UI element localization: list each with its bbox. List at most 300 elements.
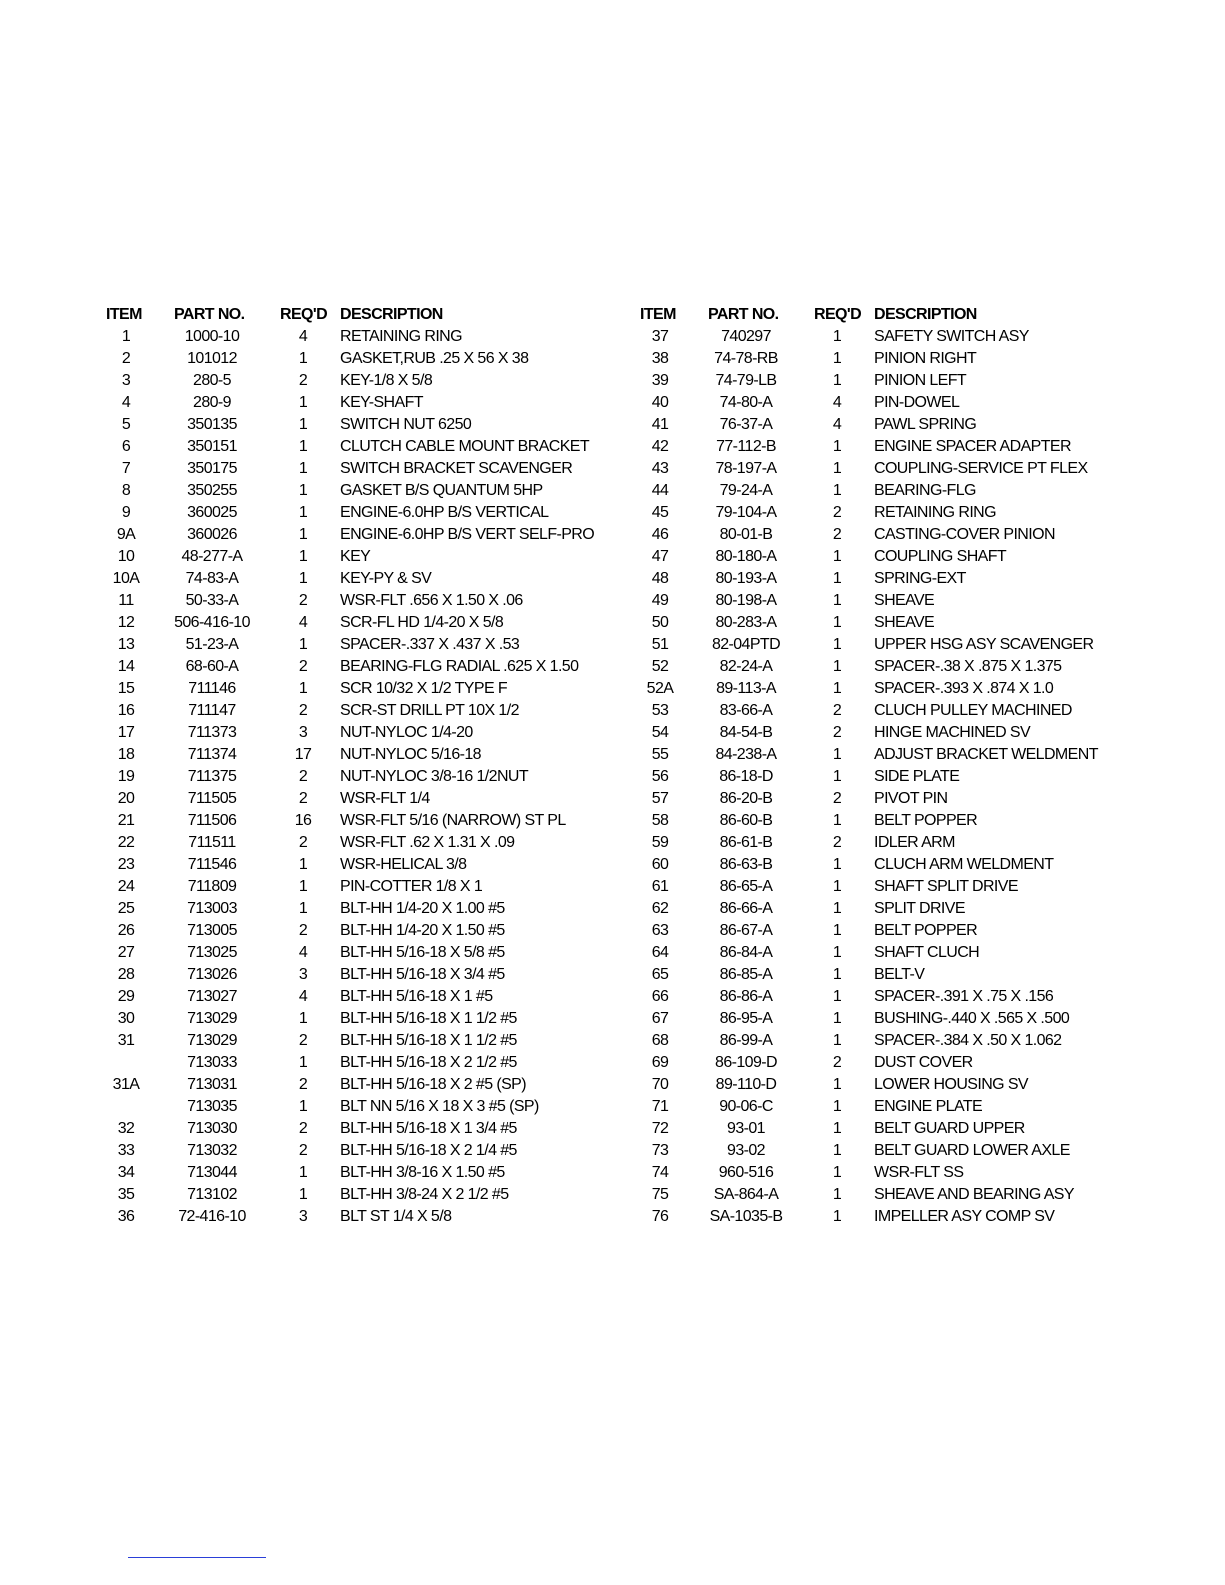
item-cell: 59 (651, 834, 669, 851)
reqd-cell: 2 (832, 526, 842, 543)
header-description: DESCRIPTION (340, 306, 443, 323)
description-cell: KEY-SHAFT (340, 394, 423, 411)
header-reqd: REQ'D (280, 306, 328, 323)
item-cell: 42 (651, 438, 669, 455)
part-no-cell: SA-864-A (713, 1186, 779, 1203)
description-cell: KEY-PY & SV (340, 570, 432, 587)
description-cell: BLT-HH 5/16-18 X 3/4 #5 (340, 966, 505, 983)
item-cell: 11 (118, 592, 134, 609)
reqd-cell: 1 (832, 680, 842, 697)
item-cell: 17 (117, 724, 135, 741)
reqd-cell: 1 (832, 1208, 842, 1225)
description-cell: NUT-NYLOC 5/16-18 (340, 746, 481, 763)
part-no-cell: 713027 (187, 988, 237, 1005)
part-no-cell: 74-79-LB (715, 372, 777, 389)
part-no-cell: 86-65-A (719, 878, 773, 895)
part-no-cell: 86-109-D (715, 1054, 777, 1071)
part-no-cell: 713044 (187, 1164, 237, 1181)
item-cell: 48 (651, 570, 669, 587)
description-cell: SIDE PLATE (874, 768, 960, 785)
item-cell: 37 (651, 328, 669, 345)
part-no-cell: 350255 (187, 482, 237, 499)
part-no-cell: 86-61-B (719, 834, 773, 851)
reqd-cell: 1 (298, 1098, 308, 1115)
footer-rule (128, 1557, 266, 1558)
description-cell: BLT-HH 1/4-20 X 1.50 #5 (340, 922, 505, 939)
item-cell: 40 (651, 394, 669, 411)
part-no-cell: 360026 (187, 526, 237, 543)
part-no-cell: 350175 (187, 460, 237, 477)
item-cell: 47 (651, 548, 669, 565)
description-cell: BELT GUARD LOWER AXLE (874, 1142, 1070, 1159)
item-cell: 26 (117, 922, 135, 939)
item-cell: 36 (117, 1208, 135, 1225)
reqd-cell: 1 (832, 966, 842, 983)
reqd-cell: 1 (832, 328, 842, 345)
description-cell: ENGINE SPACER ADAPTER (874, 438, 1071, 455)
item-cell: 28 (117, 966, 135, 983)
reqd-cell: 1 (832, 1032, 842, 1049)
item-cell: 5 (121, 416, 131, 433)
description-cell: ADJUST BRACKET WELDMENT (874, 746, 1098, 763)
part-no-cell: 713005 (187, 922, 237, 939)
item-cell: 18 (117, 746, 135, 763)
item-cell: 44 (651, 482, 669, 499)
description-cell: SWITCH NUT 6250 (340, 416, 472, 433)
reqd-cell: 4 (298, 988, 308, 1005)
item-cell: 12 (117, 614, 135, 631)
part-no-cell: 713035 (187, 1098, 237, 1115)
description-cell: CLUCH ARM WELDMENT (874, 856, 1054, 873)
description-cell: CLUCH PULLEY MACHINED (874, 702, 1072, 719)
description-cell: SCR-ST DRILL PT 10X 1/2 (340, 702, 519, 719)
item-cell: 66 (651, 988, 669, 1005)
description-cell: BLT-HH 5/16-18 X 1 1/2 #5 (340, 1010, 517, 1027)
description-cell: UPPER HSG ASY SCAVENGER (874, 636, 1094, 653)
item-cell: 31A (112, 1076, 140, 1093)
description-cell: SPRING-EXT (874, 570, 966, 587)
reqd-cell: 1 (298, 548, 308, 565)
description-cell: SAFETY SWITCH ASY (874, 328, 1029, 345)
reqd-cell: 2 (298, 372, 308, 389)
part-no-cell: 506-416-10 (174, 614, 250, 631)
description-cell: GASKET B/S QUANTUM 5HP (340, 482, 543, 499)
description-cell: SHEAVE (874, 614, 935, 631)
item-cell: 22 (117, 834, 135, 851)
reqd-cell: 1 (298, 438, 308, 455)
item-cell: 39 (651, 372, 669, 389)
reqd-cell: 1 (298, 680, 308, 697)
item-cell: 56 (651, 768, 669, 785)
part-no-cell: 79-104-A (715, 504, 777, 521)
part-no-cell: 80-180-A (715, 548, 777, 565)
item-cell: 65 (651, 966, 669, 983)
item-cell: 58 (651, 812, 669, 829)
description-cell: IMPELLER ASY COMP SV (874, 1208, 1055, 1225)
item-cell: 29 (117, 988, 135, 1005)
item-cell: 75 (651, 1186, 669, 1203)
description-cell: SPACER-.38 X .875 X 1.375 (874, 658, 1062, 675)
item-cell: 63 (651, 922, 669, 939)
part-no-cell: 86-84-A (719, 944, 773, 961)
item-cell: 68 (651, 1032, 669, 1049)
reqd-cell: 1 (832, 988, 842, 1005)
part-no-cell: 711546 (187, 856, 237, 873)
description-cell: KEY-1/8 X 5/8 (340, 372, 433, 389)
description-cell: BELT GUARD UPPER (874, 1120, 1025, 1137)
reqd-cell: 1 (832, 548, 842, 565)
item-cell: 8 (121, 482, 131, 499)
reqd-cell: 1 (832, 636, 842, 653)
item-cell: 25 (117, 900, 135, 917)
item-cell: 62 (651, 900, 669, 917)
description-cell: BLT-HH 5/16-18 X 1 3/4 #5 (340, 1120, 517, 1137)
reqd-cell: 1 (832, 944, 842, 961)
header-part-no: PART NO. (174, 306, 245, 323)
description-cell: ENGINE-6.0HP B/S VERT SELF-PRO (340, 526, 595, 543)
reqd-cell: 1 (832, 1186, 842, 1203)
part-no-cell: 711374 (187, 746, 237, 763)
description-cell: BLT-HH 3/8-24 X 2 1/2 #5 (340, 1186, 509, 1203)
item-cell: 53 (651, 702, 669, 719)
description-cell: CASTING-COVER PINION (874, 526, 1055, 543)
description-cell: BLT NN 5/16 X 18 X 3 #5 (SP) (340, 1098, 539, 1115)
item-cell: 60 (651, 856, 669, 873)
reqd-cell: 2 (832, 724, 842, 741)
reqd-cell: 2 (298, 790, 308, 807)
reqd-cell: 1 (832, 438, 842, 455)
reqd-cell: 2 (298, 1076, 308, 1093)
part-no-cell: 86-99-A (719, 1032, 773, 1049)
reqd-cell: 2 (298, 1120, 308, 1137)
item-cell: 2 (121, 350, 131, 367)
item-cell: 6 (121, 438, 131, 455)
item-cell: 50 (651, 614, 669, 631)
description-cell: SCR-FL HD 1/4-20 X 5/8 (340, 614, 504, 631)
item-cell: 3 (121, 372, 131, 389)
description-cell: NUT-NYLOC 3/8-16 1/2NUT (340, 768, 529, 785)
description-cell: SPACER-.384 X .50 X 1.062 (874, 1032, 1062, 1049)
item-cell: 35 (117, 1186, 135, 1203)
reqd-cell: 2 (298, 592, 308, 609)
item-cell: 9A (116, 526, 136, 543)
description-cell: PINION RIGHT (874, 350, 977, 367)
header-item: ITEM (640, 306, 676, 323)
item-cell: 7 (121, 460, 131, 477)
reqd-cell: 2 (298, 834, 308, 851)
description-cell: IDLER ARM (874, 834, 955, 851)
part-no-cell: 83-66-A (719, 702, 773, 719)
description-cell: BLT-HH 5/16-18 X 5/8 #5 (340, 944, 505, 961)
part-no-cell: 48-277-A (181, 548, 243, 565)
part-no-cell: 50-33-A (185, 592, 239, 609)
description-cell: CLUTCH CABLE MOUNT BRACKET (340, 438, 590, 455)
part-no-cell: 960-516 (718, 1164, 774, 1181)
reqd-cell: 2 (832, 504, 842, 521)
item-cell: 57 (651, 790, 669, 807)
part-no-cell: 93-01 (727, 1120, 765, 1137)
part-no-cell: 80-01-B (719, 526, 773, 543)
reqd-cell: 1 (298, 482, 308, 499)
reqd-cell: 1 (298, 526, 308, 543)
item-cell: 67 (651, 1010, 669, 1027)
description-cell: SHAFT CLUCH (874, 944, 980, 961)
description-cell: WSR-FLT 5/16 (NARROW) ST PL (340, 812, 566, 829)
item-cell: 52 (651, 658, 669, 675)
reqd-cell: 4 (298, 614, 308, 631)
description-cell: COUPLING SHAFT (874, 548, 1007, 565)
part-no-cell: 711373 (187, 724, 237, 741)
reqd-cell: 3 (298, 966, 308, 983)
reqd-cell: 1 (832, 900, 842, 917)
part-no-cell: 740297 (721, 328, 771, 345)
part-no-cell: 84-238-A (715, 746, 777, 763)
reqd-cell: 1 (298, 504, 308, 521)
reqd-cell: 1 (832, 1010, 842, 1027)
description-cell: SPACER-.393 X .874 X 1.0 (874, 680, 1054, 697)
item-cell: 33 (117, 1142, 135, 1159)
part-no-cell: 86-67-A (719, 922, 773, 939)
reqd-cell: 1 (832, 746, 842, 763)
description-cell: BEARING-FLG RADIAL .625 X 1.50 (340, 658, 579, 675)
reqd-cell: 1 (832, 878, 842, 895)
description-cell: SPLIT DRIVE (874, 900, 965, 917)
header-reqd: REQ'D (814, 306, 862, 323)
reqd-cell: 2 (298, 768, 308, 785)
reqd-cell: 1 (832, 1120, 842, 1137)
item-cell: 23 (117, 856, 135, 873)
part-no-cell: 280-9 (193, 394, 231, 411)
item-cell: 51 (651, 636, 669, 653)
item-cell: 1 (121, 328, 131, 345)
part-no-cell: 86-85-A (719, 966, 773, 983)
reqd-cell: 2 (832, 1054, 842, 1071)
part-no-cell: 713025 (187, 944, 237, 961)
part-no-cell: 90-06-C (719, 1098, 773, 1115)
reqd-cell: 2 (298, 1032, 308, 1049)
description-cell: WSR-FLT SS (874, 1164, 964, 1181)
part-no-cell: 76-37-A (719, 416, 773, 433)
item-cell: 16 (117, 702, 135, 719)
description-cell: RETAINING RING (874, 504, 996, 521)
part-no-cell: 711146 (188, 680, 236, 697)
description-cell: BEARING-FLG (874, 482, 976, 499)
item-cell: 41 (651, 416, 669, 433)
part-no-cell: 1000-10 (184, 328, 240, 345)
description-cell: SCR 10/32 X 1/2 TYPE F (340, 680, 508, 697)
reqd-cell: 1 (832, 922, 842, 939)
part-no-cell: 711147 (188, 702, 236, 719)
part-no-cell: 74-78-RB (714, 350, 778, 367)
description-cell: PAWL SPRING (874, 416, 977, 433)
reqd-cell: 4 (298, 944, 308, 961)
reqd-cell: 1 (832, 658, 842, 675)
reqd-cell: 1 (832, 1076, 842, 1093)
item-cell: 32 (117, 1120, 135, 1137)
description-cell: LOWER HOUSING SV (874, 1076, 1028, 1093)
item-cell: 38 (651, 350, 669, 367)
item-cell: 21 (117, 812, 135, 829)
part-no-cell: 80-198-A (715, 592, 777, 609)
part-no-cell: 86-20-B (719, 790, 773, 807)
reqd-cell: 2 (832, 790, 842, 807)
item-cell: 43 (651, 460, 669, 477)
part-no-cell: 86-63-B (719, 856, 773, 873)
description-cell: RETAINING RING (340, 328, 462, 345)
reqd-cell: 1 (832, 460, 842, 477)
item-cell: 46 (651, 526, 669, 543)
part-no-cell: 89-113-A (716, 680, 776, 697)
item-cell: 71 (651, 1098, 669, 1115)
header-item: ITEM (106, 306, 142, 323)
part-no-cell: 74-83-A (185, 570, 239, 587)
header-description: DESCRIPTION (874, 306, 977, 323)
reqd-cell: 16 (294, 812, 312, 829)
reqd-cell: 1 (298, 856, 308, 873)
description-cell: BELT POPPER (874, 812, 978, 829)
reqd-cell: 1 (832, 350, 842, 367)
reqd-cell: 1 (832, 1142, 842, 1159)
part-no-cell: 77-112-B (716, 438, 776, 455)
part-no-cell: 51-23-A (185, 636, 239, 653)
reqd-cell: 1 (298, 636, 308, 653)
part-no-cell: 280-5 (193, 372, 231, 389)
reqd-cell: 2 (298, 1142, 308, 1159)
part-no-cell: 101012 (187, 350, 237, 367)
part-no-cell: 711505 (187, 790, 237, 807)
reqd-cell: 2 (298, 702, 308, 719)
item-cell: 10A (112, 570, 140, 587)
reqd-cell: 2 (298, 658, 308, 675)
part-no-cell: 350135 (187, 416, 237, 433)
part-no-cell: 711809 (187, 878, 237, 895)
part-no-cell: 86-86-A (719, 988, 773, 1005)
part-no-cell: 711375 (187, 768, 237, 785)
reqd-cell: 1 (832, 1098, 842, 1115)
reqd-cell: 3 (298, 1208, 308, 1225)
item-cell: 24 (117, 878, 135, 895)
item-cell: 19 (117, 768, 135, 785)
item-cell: 31 (117, 1032, 135, 1049)
part-no-cell: 84-54-B (719, 724, 773, 741)
reqd-cell: 1 (832, 856, 842, 873)
reqd-cell: 1 (832, 482, 842, 499)
part-no-cell: 78-197-A (715, 460, 777, 477)
description-cell: WSR-FLT 1/4 (340, 790, 430, 807)
description-cell: DUST COVER (874, 1054, 973, 1071)
part-no-cell: 89-110-D (715, 1076, 777, 1093)
reqd-cell: 1 (298, 416, 308, 433)
part-no-cell: 713003 (187, 900, 237, 917)
reqd-cell: 1 (832, 614, 842, 631)
item-cell: 76 (651, 1208, 669, 1225)
item-cell: 20 (117, 790, 135, 807)
item-cell: 30 (117, 1010, 135, 1027)
part-no-cell: 711506 (187, 812, 237, 829)
reqd-cell: 2 (832, 834, 842, 851)
item-cell: 10 (117, 548, 135, 565)
reqd-cell: 2 (832, 702, 842, 719)
description-cell: SHEAVE AND BEARING ASY (874, 1186, 1074, 1203)
item-cell: 74 (651, 1164, 669, 1181)
reqd-cell: 17 (294, 746, 312, 763)
part-no-cell: 80-283-A (715, 614, 777, 631)
description-cell: BLT-HH 1/4-20 X 1.00 #5 (340, 900, 505, 917)
item-cell: 14 (117, 658, 135, 675)
description-cell: BLT-HH 5/16-18 X 2 #5 (SP) (340, 1076, 526, 1093)
reqd-cell: 1 (298, 1164, 308, 1181)
item-cell: 45 (651, 504, 669, 521)
reqd-cell: 4 (832, 416, 842, 433)
part-no-cell: 86-60-B (719, 812, 773, 829)
description-cell: ENGINE-6.0HP B/S VERTICAL (340, 504, 549, 521)
description-cell: SPACER-.337 X .437 X .53 (340, 636, 520, 653)
reqd-cell: 2 (298, 922, 308, 939)
part-no-cell: 79-24-A (719, 482, 773, 499)
description-cell: BUSHING-.440 X .565 X .500 (874, 1010, 1070, 1027)
description-cell: SHEAVE (874, 592, 935, 609)
description-cell: BLT-HH 3/8-16 X 1.50 #5 (340, 1164, 505, 1181)
description-cell: HINGE MACHINED SV (874, 724, 1031, 741)
item-cell: 61 (651, 878, 669, 895)
item-cell: 9 (121, 504, 131, 521)
description-cell: BLT-HH 5/16-18 X 2 1/4 #5 (340, 1142, 517, 1159)
part-no-cell: 713029 (187, 1032, 237, 1049)
item-cell: 72 (651, 1120, 669, 1137)
item-cell: 64 (651, 944, 669, 961)
part-no-cell: 86-95-A (719, 1010, 773, 1027)
part-no-cell: SA-1035-B (709, 1208, 783, 1225)
part-no-cell: 82-24-A (719, 658, 773, 675)
item-cell: 34 (117, 1164, 135, 1181)
reqd-cell: 1 (832, 372, 842, 389)
description-cell: BELT-V (874, 966, 925, 983)
header-part-no: PART NO. (708, 306, 779, 323)
description-cell: GASKET,RUB .25 X 56 X 38 (340, 350, 529, 367)
description-cell: PIN-DOWEL (874, 394, 960, 411)
item-cell: 73 (651, 1142, 669, 1159)
description-cell: BELT POPPER (874, 922, 978, 939)
item-cell: 15 (117, 680, 135, 697)
description-cell: COUPLING-SERVICE PT FLEX (874, 460, 1088, 477)
part-no-cell: 713030 (187, 1120, 237, 1137)
description-cell: KEY (340, 548, 371, 565)
description-cell: PIN-COTTER 1/8 X 1 (340, 878, 483, 895)
item-cell: 49 (651, 592, 669, 609)
part-no-cell: 82-04PTD (711, 636, 781, 653)
description-cell: SWITCH BRACKET SCAVENGER (340, 460, 573, 477)
part-no-cell: 713033 (187, 1054, 237, 1071)
reqd-cell: 1 (298, 394, 308, 411)
reqd-cell: 1 (298, 460, 308, 477)
reqd-cell: 4 (832, 394, 842, 411)
part-no-cell: 350151 (187, 438, 237, 455)
part-no-cell: 93-02 (727, 1142, 765, 1159)
item-cell: 13 (117, 636, 135, 653)
reqd-cell: 1 (298, 1010, 308, 1027)
reqd-cell: 1 (298, 350, 308, 367)
part-no-cell: 713031 (187, 1076, 237, 1093)
description-cell: PIVOT PIN (874, 790, 948, 807)
item-cell: 70 (651, 1076, 669, 1093)
part-no-cell: 360025 (187, 504, 237, 521)
part-no-cell: 713102 (187, 1186, 237, 1203)
part-no-cell: 86-66-A (719, 900, 773, 917)
reqd-cell: 1 (298, 570, 308, 587)
description-cell: SPACER-.391 X .75 X .156 (874, 988, 1054, 1005)
part-no-cell: 713032 (187, 1142, 237, 1159)
description-cell: BLT-HH 5/16-18 X 2 1/2 #5 (340, 1054, 517, 1071)
